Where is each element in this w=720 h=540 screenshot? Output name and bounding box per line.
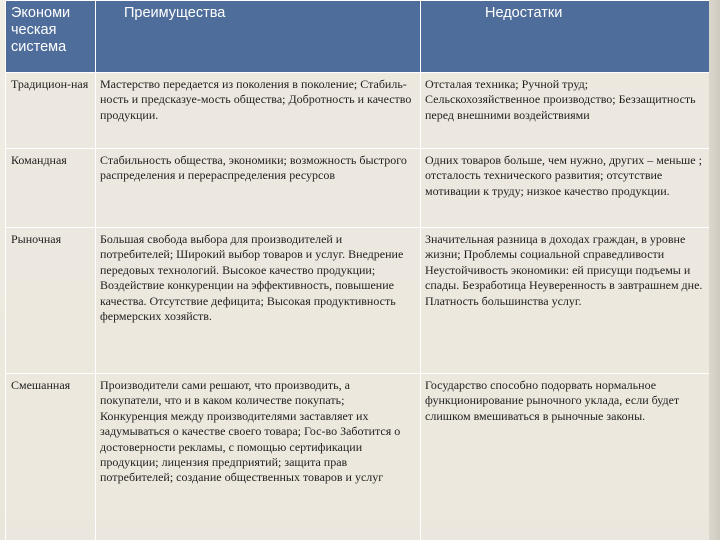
- cell-system-traditional: Традицион-ная: [6, 73, 96, 149]
- economic-systems-table: [5, 0, 710, 540]
- table-row: [6, 149, 710, 228]
- cell-system-command: Командная: [6, 149, 96, 228]
- header-disadvantages: Недостатки: [421, 1, 710, 73]
- cell-advantages-command: Стабильность общества, экономики; возможность быстрого распределения и перераспределения ресурсов: [96, 149, 421, 228]
- cell-disadvantages-market: Значительная разница в доходах граждан, в уровне жизни; Проблемы социальной справедливости Неустойчивость экономики: ей присущи подъемы и спады. Безработица Неуверенность в завтрашнем дне. Платность большинства услуг.: [421, 228, 710, 374]
- cell-advantages-traditional: Мастерство передается из поколения в поколение; Стабиль-ность и предсказуе-мость общества; Добротность и качество продукции.: [96, 73, 421, 149]
- cell-disadvantages-command: Одних товаров больше, чем нужно, других – меньше ; отсталость технического развития; отсутствие мотивации к труду; низкое качество продукции.: [421, 149, 710, 228]
- header-system: Экономи ческая система: [6, 1, 96, 73]
- cell-advantages-mixed: Производители сами решают, что производить, а покупатели, что и в каком количестве покупать; Конкуренция между производителями заставляет их задумываться о качестве своего товара; Гос-во Заботится о достоверности рекламы, с помощью сертификации продукции; лицензия предприятий; защита прав потребителей; создание общественных товаров и услуг: [96, 374, 421, 540]
- cell-advantages-market: Большая свобода выбора для производителей и потребителей; Широкий выбор товаров и услуг. Внедрение передовых технологий. Высокое качество продукции; Воздействие конкуренции на эффективность, повышение качества. Отсутствие дефицита; Высокая продуктивность фермерских хозяйств.: [96, 228, 421, 374]
- table-header-row: [6, 1, 710, 73]
- table-row: [6, 228, 710, 374]
- cell-disadvantages-mixed: Государство способно подорвать нормальное функционирование рыночного уклада, если будет слишком вмешиваться в рыночные законы.: [421, 374, 710, 540]
- cell-system-market: Рыночная: [6, 228, 96, 374]
- table-row: [6, 374, 710, 540]
- table-row: [6, 73, 710, 149]
- header-advantages: Преимущества: [96, 1, 421, 73]
- slide-edge-shadow: [709, 0, 720, 540]
- cell-disadvantages-traditional: Отсталая техника; Ручной труд; Сельскохозяйственное производство; Беззащитность перед внешними воздействиями: [421, 73, 710, 149]
- cell-system-mixed: Смешанная: [6, 374, 96, 540]
